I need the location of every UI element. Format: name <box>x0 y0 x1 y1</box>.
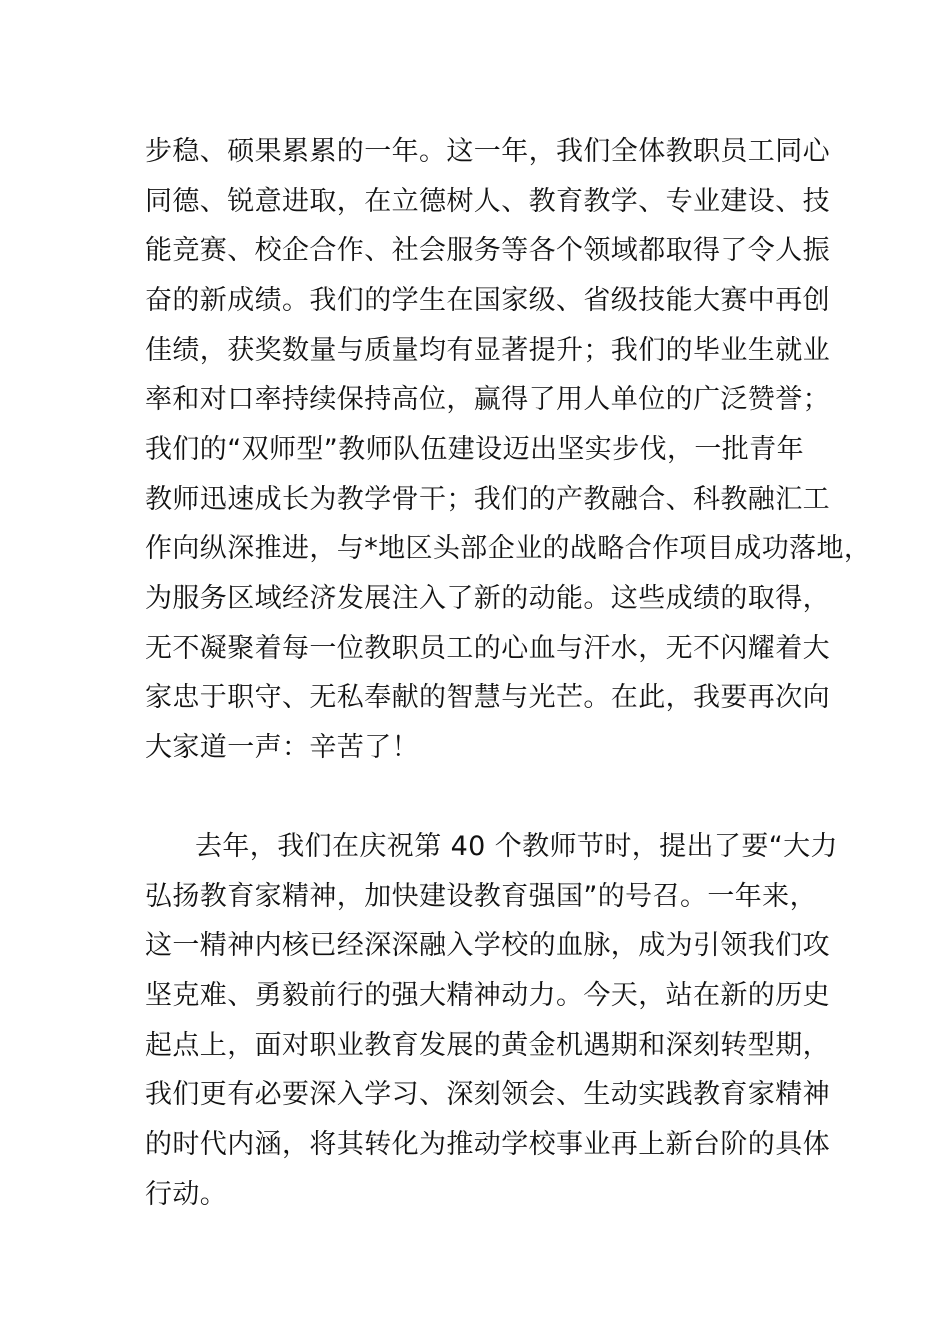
paragraph-1-line: 无不凝聚着每一位教职员工的心血与汗水，无不闪耀着大 <box>145 633 830 664</box>
paragraph-1-line: 教师迅速成长为教学骨干；我们的产教融合、科教融汇工 <box>145 484 830 515</box>
paragraph-1-line: 同德、锐意进取，在立德树人、教育教学、专业建设、技 <box>145 186 830 217</box>
paragraph-1-line: 我们的“双师型”教师队伍建设迈出坚实步伐，一批青年 <box>145 434 804 465</box>
paragraph-1-line: 为服务区域经济发展注入了新的动能。这些成绩的取得， <box>145 583 830 614</box>
paragraph-2-line: 坚克难、勇毅前行的强大精神动力。今天，站在新的历史 <box>145 980 830 1011</box>
paragraph-1-line: 奋的新成绩。我们的学生在国家级、省级技能大赛中再创 <box>145 285 830 316</box>
paragraph-1-line: 率和对口率持续保持高位，赢得了用人单位的广泛赞誉； <box>145 384 830 415</box>
paragraph-2-line: 弘扬教育家精神，加快建设教育强国”的号召。一年来， <box>145 881 817 912</box>
paragraph-2-line: 起点上，面对职业教育发展的黄金机遇期和深刻转型期， <box>145 1030 830 1061</box>
paragraph-2-line: 我们更有必要深入学习、深刻领会、生动实践教育家精神 <box>145 1079 830 1110</box>
paragraph-2-line: 的时代内涵，将其转化为推动学校事业再上新台阶的具体 <box>145 1129 830 1160</box>
paragraph-1-line: 大家道一声：辛苦了！ <box>145 732 419 763</box>
paragraph-1-line: 家忠于职守、无私奉献的智慧与光芒。在此，我要再次向 <box>145 682 830 713</box>
paragraph-1-line: 能竞赛、校企合作、社会服务等各个领域都取得了令人振 <box>145 235 830 266</box>
paragraph-1-line: 佳绩，获奖数量与质量均有显著提升；我们的毕业生就业 <box>145 335 830 366</box>
paragraph-2-line: 去年，我们在庆祝第 40 个教师节时，提出了要“大力 <box>195 831 838 862</box>
paragraph-1-line: 作向纵深推进，与*地区头部企业的战略合作项目成功落地， <box>145 533 872 564</box>
paragraph-1-line: 步稳、硕果累累的一年。这一年，我们全体教职员工同心 <box>145 136 830 167</box>
paragraph-2-line: 这一精神内核已经深深融入学校的血脉，成为引领我们攻 <box>145 930 830 961</box>
paragraph-2-line: 行动。 <box>145 1179 228 1210</box>
